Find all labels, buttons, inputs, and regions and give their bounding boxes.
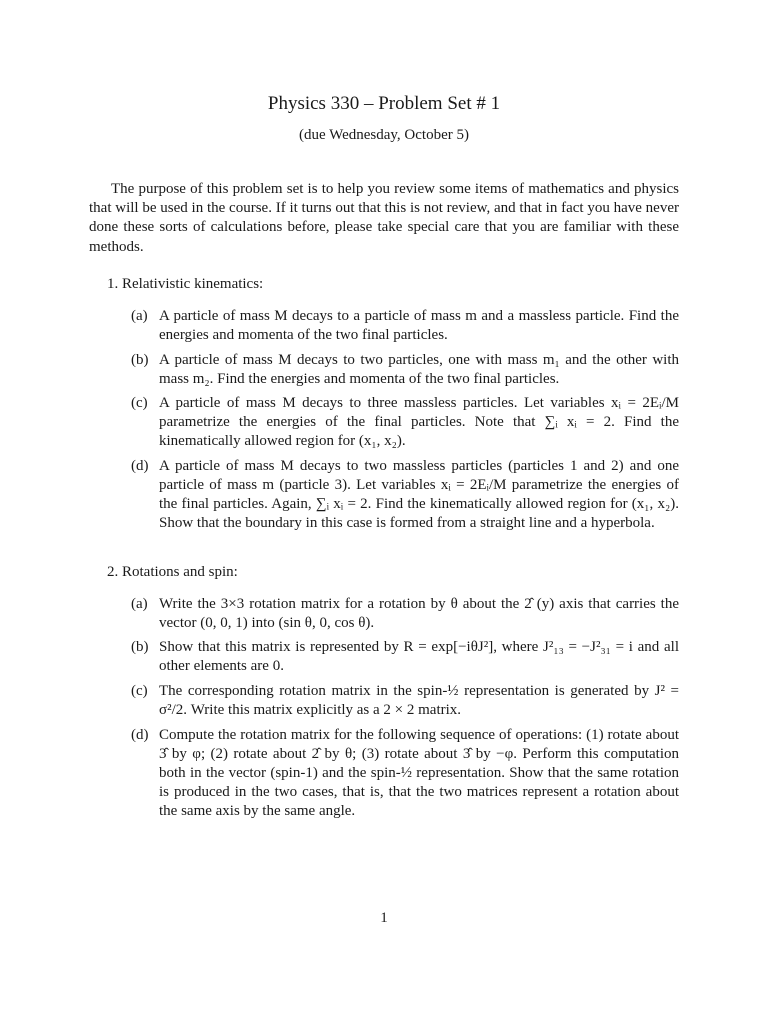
part-label: (b)	[131, 639, 149, 655]
intro-paragraph: The purpose of this problem set is to help you review some items of mathematics and physics that will be used in the course. If it turns out that this is not review, and that in fact you have never done these sorts of calculations before, please take special care that you are familiar with these methods.	[89, 181, 679, 255]
part-text: Compute the rotation matrix for the following sequence of operations: (1) rotate about 3̂ by φ; (2) rotate about 2̂ by θ; (3) rotate about 3̂ by −φ. Perform this computation both in the vector (spin-1) and the spin-½ representation. Show that the same rotation is produced in the two cases, that is, that the two matrices represent a rotation about the same axis by the same angle.	[159, 727, 679, 819]
page-number: 1	[380, 910, 388, 926]
part-text: A particle of mass M decays to two massless particles (particles 1 and 2) and one particle of mass m (particle 3). Let variables xᵢ = 2Eᵢ/M parametrize the energies of the final particles. Again, ∑ᵢ xᵢ = 2. Find the kinematically allowed region for (x₁, x₂). Show that the boundary in this case is formed from a straight line and a hyperbola.	[159, 458, 679, 531]
part-label: (c)	[131, 683, 148, 699]
problem-1a	[131, 307, 679, 345]
problem-2-heading: 2. Rotations and spin:	[107, 564, 238, 580]
part-text: A particle of mass M decays to three massless particles. Let variables xᵢ = 2Eᵢ/M parametrize the energies of the final particles. Note that ∑ᵢ xᵢ = 2. Find the kinematically allowed region for (x₁, x₂).	[159, 395, 679, 449]
part-label: (a)	[131, 596, 148, 612]
problem-1b	[131, 351, 679, 389]
part-label: (d)	[131, 727, 149, 743]
part-label: (d)	[131, 458, 149, 474]
part-label: (a)	[131, 308, 148, 324]
problem-2b	[131, 638, 679, 676]
page-title: Physics 330 – Problem Set # 1	[267, 93, 501, 114]
problem-1c	[131, 394, 679, 451]
problem-2c	[131, 682, 679, 720]
problem-2a	[131, 595, 679, 633]
part-text: A particle of mass M decays to two particles, one with mass m₁ and the other with mass m₂. Find the energies and momenta of the two final particles.	[159, 352, 679, 387]
problem-2d	[131, 726, 679, 821]
part-text: Show that this matrix is represented by R = exp[−iθJ²], where J²₁₃ = −J²₃₁ = i and all other elements are 0.	[159, 639, 679, 674]
part-text: The corresponding rotation matrix in the spin-½ representation is generated by J² = σ²/2. Write this matrix explicitly as a 2 × 2 matrix.	[159, 683, 679, 718]
part-label: (b)	[131, 352, 149, 368]
part-label: (c)	[131, 395, 148, 411]
problem-1d	[131, 457, 679, 533]
part-text: Write the 3×3 rotation matrix for a rotation by θ about the 2̂ (y) axis that carries the vector (0, 0, 1) into (sin θ, 0, cos θ).	[159, 596, 679, 631]
problem-1-heading: 1. Relativistic kinematics:	[107, 276, 264, 292]
due-date: (due Wednesday, October 5)	[299, 127, 469, 143]
part-text: A particle of mass M decays to a particle of mass m and a massless particle. Find the energies and momenta of the two final particles.	[159, 308, 679, 343]
